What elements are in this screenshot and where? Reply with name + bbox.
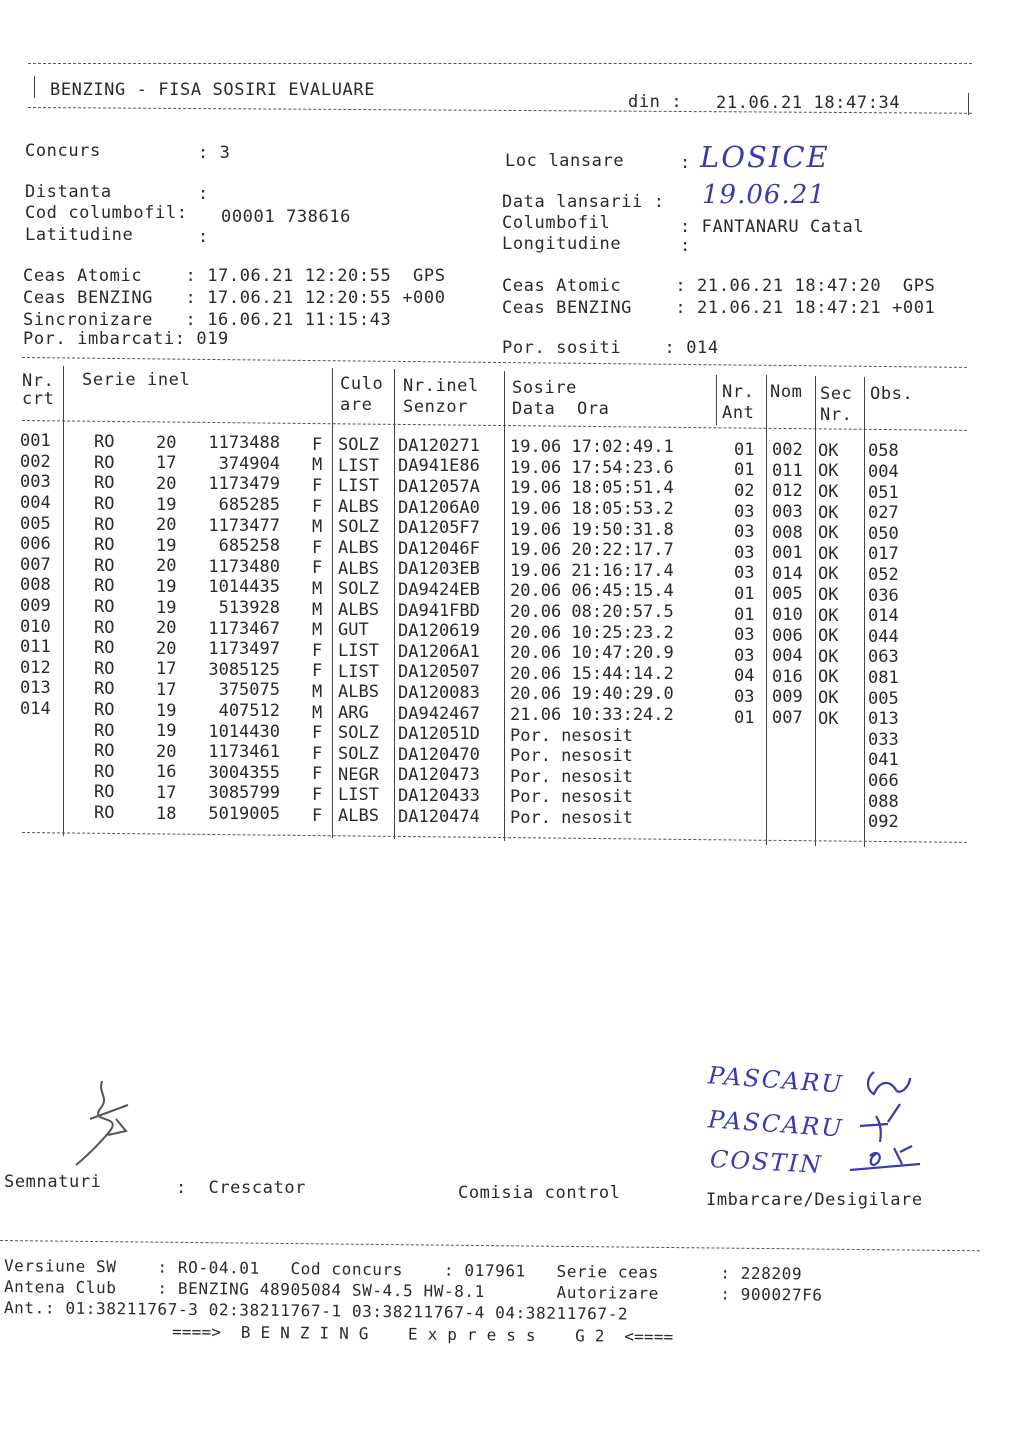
col-header-ant: Ant	[722, 403, 755, 423]
row-sec: OK	[818, 585, 839, 605]
row-sec: OK	[818, 564, 839, 585]
row-obs: 041	[868, 750, 899, 771]
row-an: 20	[156, 618, 177, 639]
row-nr: 013	[20, 678, 51, 699]
row-inel: 1173477	[208, 515, 280, 536]
row-sex: M	[312, 620, 323, 641]
row-nom: 002	[772, 440, 803, 461]
row-senzor: DA941E86	[398, 456, 480, 477]
col-header-nr: Nr.	[22, 371, 55, 391]
row-tara: RO	[94, 576, 115, 597]
row-ant: 01	[734, 460, 755, 481]
row-nr: 004	[20, 493, 51, 514]
row-nom: 011	[772, 460, 803, 481]
row-culoare: LIST	[338, 785, 379, 806]
handwritten-name-2: PASCARU	[707, 1105, 845, 1143]
distanta-label: Distanta	[25, 182, 112, 202]
footer-line-4: ====> B E N Z I N G E x p r e s s G 2 <====	[171, 1322, 674, 1347]
row-sec: OK	[818, 688, 839, 708]
row-senzor: DA941FBD	[398, 600, 480, 621]
row-ant: 04	[734, 666, 755, 687]
longitudine-label: Longitudine	[502, 234, 622, 254]
row-tara: RO	[94, 514, 115, 535]
row-an: 19	[156, 577, 177, 598]
row-inel: 1173480	[208, 556, 280, 577]
row-senzor: DA942467	[398, 703, 480, 724]
row-ant: 03	[734, 563, 755, 584]
row-sex: F	[312, 661, 323, 682]
semnaturi-label: Semnaturi	[4, 1172, 102, 1192]
clock-right-atomic: Ceas Atomic : 21.06.21 18:47:20 GPS	[502, 276, 936, 296]
row-obs: 081	[868, 668, 899, 688]
clock-right-benzing: Ceas BENZING : 21.06.21 18:47:21 +001	[502, 298, 936, 318]
row-ant: 02	[734, 480, 755, 501]
row-sosire: 20.06 06:45:15.4	[510, 581, 674, 602]
loc-lansare-label: Loc lansare	[505, 151, 625, 171]
latitudine-label: Latitudine	[25, 225, 134, 245]
table-row	[0, 781, 1024, 812]
row-sec: OK	[818, 543, 839, 564]
row-senzor: DA9424EB	[398, 579, 480, 600]
row-an: 20	[156, 556, 177, 577]
table-row	[0, 719, 1024, 750]
row-sosire: 20.06 19:40:29.0	[510, 684, 674, 705]
row-sex: F	[312, 784, 323, 805]
row-sex: M	[312, 517, 323, 538]
row-obs: 052	[868, 565, 899, 585]
row-sex: F	[312, 805, 323, 826]
row-senzor: DA12057A	[398, 476, 480, 497]
footer-top-rule	[0, 1240, 980, 1251]
row-tara: RO	[94, 493, 115, 514]
row-sec: OK	[818, 523, 839, 544]
row-sosire: Por. nesosit	[510, 766, 633, 787]
row-ant: 01	[734, 604, 755, 625]
row-sosire: 19.06 18:05:53.2	[510, 498, 674, 519]
row-obs: 051	[868, 482, 899, 503]
row-nr: 006	[20, 534, 51, 555]
row-culoare: LIST	[338, 661, 379, 682]
row-an: 16	[156, 762, 177, 783]
row-an: 17	[156, 659, 177, 680]
row-sex: M	[312, 681, 323, 702]
row-senzor: DA1203EB	[398, 559, 480, 580]
row-senzor: DA120083	[398, 682, 480, 703]
row-inel: 407512	[218, 701, 280, 722]
row-an: 17	[156, 453, 177, 474]
commission-signatures	[840, 1060, 930, 1180]
row-nr: 014	[20, 699, 51, 720]
row-an: 19	[156, 494, 177, 515]
row-culoare: GUT	[338, 620, 369, 641]
row-obs: 005	[868, 688, 899, 709]
row-inel: 5019005	[208, 804, 280, 825]
footer-line-1: Versiune SW : RO-04.01 Cod concurs : 017961 Serie ceas : 228209	[3, 1256, 803, 1284]
row-nom: 016	[772, 666, 803, 687]
row-an: 19	[156, 721, 177, 742]
row-sex: F	[312, 743, 323, 764]
report-date-value: 21.06.21 18:47:34	[716, 93, 901, 113]
row-inel: 1173488	[208, 433, 280, 454]
row-tara: RO	[94, 535, 115, 556]
row-sosire: 20.06 10:47:20.9	[510, 643, 674, 664]
row-senzor: DA1206A0	[398, 497, 480, 518]
row-obs: 058	[868, 441, 899, 462]
col-header-nom: Nom	[770, 382, 803, 402]
row-nr: 011	[20, 637, 51, 658]
row-an: 18	[156, 803, 177, 824]
row-senzor: DA1205F7	[398, 518, 480, 539]
row-inel: 3004355	[208, 762, 280, 783]
row-sec: OK	[818, 440, 839, 461]
row-obs: 066	[868, 771, 899, 791]
row-culoare: SOLZ	[338, 744, 379, 765]
row-sec: OK	[818, 708, 839, 729]
col-header-nr-ant: Nr.	[722, 382, 755, 402]
row-sosire: Por. nesosit	[510, 787, 633, 808]
row-nr: 012	[20, 657, 51, 678]
row-senzor: DA120470	[398, 744, 480, 765]
row-tara: RO	[94, 473, 115, 494]
table-row	[0, 513, 1024, 544]
row-an: 19	[156, 700, 177, 721]
col-header-data-ora: Data Ora	[512, 399, 610, 419]
table-row	[0, 431, 1024, 462]
row-sex: M	[312, 578, 323, 599]
row-tara: RO	[94, 638, 115, 659]
row-tara: RO	[94, 432, 115, 453]
row-sec: OK	[818, 605, 839, 626]
row-obs: 033	[868, 729, 899, 750]
row-sex: F	[312, 640, 323, 661]
header-top-rule	[28, 63, 972, 64]
por-sositi: Por. sositi : 014	[502, 338, 719, 358]
row-sec: OK	[818, 482, 839, 502]
col-sep-5	[716, 375, 717, 425]
row-nr: 008	[20, 575, 51, 596]
row-obs: 092	[868, 812, 899, 833]
row-senzor: DA12046F	[398, 538, 480, 559]
row-culoare: SOLZ	[338, 517, 379, 538]
row-nom: 008	[772, 522, 803, 543]
row-sosire: 19.06 18:05:51.4	[510, 478, 674, 499]
row-inel: 1173497	[208, 639, 280, 660]
row-nom: 012	[772, 481, 803, 502]
row-an: 19	[156, 597, 177, 618]
table-row	[0, 472, 1024, 503]
row-sosire: Por. nesosit	[510, 807, 633, 828]
row-culoare: SOLZ	[338, 435, 379, 456]
row-culoare: NEGR	[338, 764, 379, 785]
row-inel: 1173461	[208, 742, 280, 763]
row-tara: RO	[94, 802, 115, 823]
table-row	[0, 699, 1024, 730]
row-nom: 009	[772, 687, 803, 708]
crescator-label: : Crescator	[176, 1178, 307, 1198]
row-sex: F	[312, 537, 323, 558]
row-nr: 007	[20, 554, 51, 575]
row-tara: RO	[94, 596, 115, 617]
por-imbarcati: Por. imbarcati: 019	[23, 329, 229, 349]
row-sosire: 19.06 21:16:17.4	[510, 560, 674, 581]
longitudine-value: :	[680, 236, 691, 256]
row-senzor: DA1206A1	[398, 641, 480, 662]
row-nr: 002	[20, 451, 51, 472]
col-header-sec-nr: Nr.	[820, 405, 853, 425]
row-inel: 375075	[218, 680, 280, 701]
row-senzor: DA120619	[398, 621, 480, 642]
row-sosire: 19.06 20:22:17.7	[510, 540, 674, 561]
table-row	[0, 802, 1024, 833]
row-senzor: DA120507	[398, 662, 480, 683]
row-tara: RO	[94, 555, 115, 576]
row-nr: 001	[20, 431, 51, 452]
row-tara: RO	[94, 617, 115, 638]
row-an: 20	[156, 741, 177, 762]
data-lansarii-label: Data lansarii :	[502, 192, 665, 212]
row-culoare: SOLZ	[338, 579, 379, 600]
loc-lansare-handwritten: LOSICE	[700, 140, 830, 174]
clock-left-atomic: Ceas Atomic : 17.06.21 12:20:55 GPS	[23, 266, 446, 286]
col-header-senzor: Senzor	[403, 397, 469, 417]
row-nom: 004	[772, 646, 803, 667]
row-inel: 513928	[218, 598, 280, 619]
row-obs: 050	[868, 523, 899, 544]
concurs-label: Concurs	[25, 141, 101, 161]
row-culoare: ALBS	[338, 805, 379, 826]
table-row	[0, 761, 1024, 791]
row-culoare: SOLZ	[338, 723, 379, 744]
comisia-control-label: Comisia control	[458, 1183, 621, 1203]
row-inel: 3085125	[208, 659, 280, 680]
loc-lansare-sep: :	[680, 153, 691, 173]
row-nr: 005	[20, 513, 51, 534]
table-row	[0, 596, 1024, 627]
row-culoare: LIST	[338, 455, 379, 476]
row-sex: F	[312, 723, 323, 744]
row-sex: M	[312, 702, 323, 723]
distanta-value: :	[198, 184, 209, 204]
row-senzor: DA120271	[398, 435, 480, 456]
row-obs: 088	[868, 791, 899, 812]
row-obs: 013	[868, 709, 899, 730]
handwritten-name-3: COSTIN	[709, 1145, 824, 1179]
row-nom: 014	[772, 563, 803, 584]
row-sosire: 19.06 17:54:23.6	[510, 457, 674, 478]
row-inel: 1014435	[208, 577, 280, 598]
row-an: 20	[156, 432, 177, 453]
row-senzor: DA12051D	[398, 724, 480, 745]
row-sex: M	[312, 455, 323, 476]
row-inel: 1173467	[208, 618, 280, 639]
row-tara: RO	[94, 720, 115, 741]
row-culoare: ALBS	[338, 682, 379, 703]
row-nr: 010	[20, 616, 51, 637]
clock-left-benzing: Ceas BENZING : 17.06.21 12:20:55 +000	[23, 288, 446, 308]
col-header-obs: Obs.	[870, 384, 914, 404]
row-sex: F	[312, 496, 323, 517]
row-obs: 017	[868, 544, 899, 565]
row-an: 17	[156, 680, 177, 701]
row-tara: RO	[94, 761, 115, 782]
row-ant: 03	[734, 625, 755, 646]
row-nom: 001	[772, 543, 803, 564]
col-header-sec: Sec	[820, 384, 853, 404]
row-sosire: 19.06 17:02:49.1	[510, 437, 674, 458]
row-ant: 03	[734, 686, 755, 707]
cod-columbofil-label: Cod columbofil:	[25, 203, 188, 223]
row-senzor: DA120473	[398, 765, 480, 786]
row-obs: 027	[868, 503, 899, 524]
row-tara: RO	[94, 741, 115, 762]
table-top-rule	[22, 357, 967, 368]
col-header-culo: Culo	[340, 374, 384, 394]
table-row	[0, 740, 1024, 771]
row-tara: RO	[94, 699, 115, 720]
row-sec: OK	[818, 461, 839, 482]
row-ant: 01	[734, 707, 755, 728]
row-culoare: ARG	[338, 702, 369, 723]
row-inel: 685258	[218, 536, 280, 557]
row-nom: 003	[772, 502, 803, 523]
columbofil-label: Columbofil	[502, 213, 611, 233]
row-sosire: Por. nesosit	[510, 725, 633, 746]
crescator-signature	[70, 1075, 140, 1170]
table-row	[0, 575, 1024, 606]
row-obs: 004	[868, 462, 899, 482]
header-left-bar	[34, 76, 35, 98]
imbarcare-desigilare-label: Imbarcare/Desigilare	[706, 1190, 923, 1210]
concurs-value: : 3	[198, 143, 231, 163]
row-an: 20	[156, 474, 177, 495]
row-senzor: DA120433	[398, 785, 480, 806]
row-obs: 063	[868, 647, 899, 668]
row-culoare: ALBS	[338, 599, 379, 620]
report-title: BENZING - FISA SOSIRI EVALUARE	[50, 80, 376, 100]
row-sec: OK	[818, 626, 839, 647]
row-nom: 010	[772, 605, 803, 626]
clock-left-sync: Sincronizare : 16.06.21 11:15:43	[23, 310, 392, 330]
latitudine-value: :	[198, 227, 209, 247]
header-right-bar	[968, 93, 969, 115]
row-tara: RO	[94, 679, 115, 700]
row-an: 20	[156, 515, 177, 536]
row-obs: 044	[868, 626, 899, 647]
row-sosire: 21.06 10:33:24.2	[510, 704, 674, 725]
row-sosire: Por. nesosit	[510, 746, 633, 767]
row-sex: F	[312, 434, 323, 455]
footer-line-2: Antena Club : BENZING 48905084 SW-4.5 HW-8.1 Autorizare : 900027F6	[3, 1277, 823, 1305]
col-header-sosire: Sosire	[512, 378, 578, 398]
row-an: 20	[156, 638, 177, 659]
row-inel: 685285	[218, 495, 280, 516]
row-culoare: ALBS	[338, 538, 379, 559]
row-obs: 036	[868, 585, 899, 606]
col-header-crt: crt	[22, 389, 55, 409]
row-culoare: LIST	[338, 476, 379, 497]
row-sex: F	[312, 764, 323, 785]
row-ant: 03	[734, 522, 755, 543]
col-header-serie-inel: Serie inel	[82, 370, 191, 390]
row-culoare: ALBS	[338, 558, 379, 579]
report-date-label: din :	[628, 92, 683, 112]
row-culoare: ALBS	[338, 496, 379, 517]
table-row	[0, 616, 1024, 647]
columbofil-value: : FANTANARU Catal	[680, 217, 865, 237]
row-sosire: 19.06 19:50:31.8	[510, 519, 674, 540]
footer-line-3: Ant.: 01:38211767-3 02:38211767-1 03:38211767-4 04:38211767-2	[3, 1298, 629, 1324]
col-header-nr-inel: Nr.inel	[403, 376, 479, 396]
row-sex: F	[312, 475, 323, 496]
row-inel: 1173479	[208, 474, 280, 495]
row-ant: 01	[734, 439, 755, 460]
row-tara: RO	[94, 658, 115, 679]
row-an: 17	[156, 783, 177, 804]
row-senzor: DA120474	[398, 806, 480, 827]
row-inel: 3085799	[208, 783, 280, 804]
row-nr: 009	[20, 596, 51, 617]
row-nom: 005	[772, 584, 803, 605]
handwritten-name-1: PASCARU	[707, 1061, 845, 1099]
row-nom: 006	[772, 625, 803, 646]
row-tara: RO	[94, 452, 115, 473]
row-sex: F	[312, 558, 323, 579]
cod-columbofil-value: 00001 738616	[221, 207, 352, 227]
row-inel: 1014430	[208, 721, 280, 742]
row-sec: OK	[818, 646, 839, 667]
row-ant: 03	[734, 542, 755, 563]
row-nom: 007	[772, 708, 803, 729]
row-ant: 03	[734, 645, 755, 666]
row-sec: OK	[818, 502, 839, 523]
row-tara: RO	[94, 782, 115, 803]
row-sosire: 20.06 10:25:23.2	[510, 622, 674, 643]
data-lansarii-handwritten: 19.06.21	[702, 180, 826, 210]
row-sosire: 20.06 15:44:14.2	[510, 663, 674, 684]
row-nr: 003	[20, 472, 51, 493]
row-inel: 374904	[218, 453, 280, 474]
row-obs: 014	[868, 606, 899, 627]
row-sex: M	[312, 599, 323, 620]
row-sosire: 20.06 08:20:57.5	[510, 601, 674, 622]
row-culoare: LIST	[338, 641, 379, 662]
row-an: 19	[156, 535, 177, 556]
col-header-are: are	[340, 395, 373, 415]
row-ant: 01	[734, 583, 755, 604]
table-row	[0, 678, 1024, 709]
row-sec: OK	[818, 667, 839, 688]
row-ant: 03	[734, 501, 755, 522]
table-bottom-rule	[22, 832, 967, 843]
